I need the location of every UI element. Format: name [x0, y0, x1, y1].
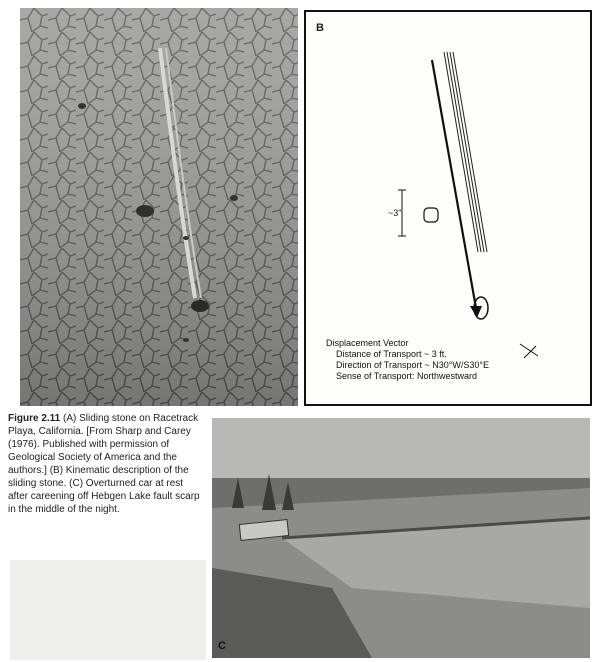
vector-title: Displacement Vector	[326, 338, 409, 348]
vector-sense: Sense of Transport: Northwestward	[336, 371, 478, 381]
vector-distance: Distance of Transport ~ 3 ft.	[336, 349, 447, 359]
caption-text: (A) Sliding stone on Racetrack Playa, California. [From Sharp and Carey (1976). Published with permission of Geological Society of America and the authors.] (B) Kinematic description of the sliding stone. (C) Overturned car at rest after careening off Hebgen Lake fault scarp in the middle of the night.	[8, 413, 200, 515]
photo-overturned-car	[212, 418, 590, 658]
vector-direction: Direction of Transport ~ N30°W/S30°E	[336, 360, 490, 370]
playa-photo-illustration	[20, 8, 298, 406]
sliding-stone	[191, 300, 209, 312]
panel-c-letter: C	[218, 640, 226, 652]
stone	[136, 205, 154, 217]
scale-label: ~3"	[388, 208, 402, 218]
panel-b-letter: B	[316, 22, 324, 34]
photo-sliding-stone	[20, 8, 298, 406]
displacement-vector-text	[326, 338, 489, 382]
faded-background-area	[10, 560, 206, 660]
figure-label: Figure 2.11	[8, 413, 61, 424]
fault-scarp-photo-illustration	[212, 418, 590, 658]
figure-caption	[8, 412, 204, 516]
